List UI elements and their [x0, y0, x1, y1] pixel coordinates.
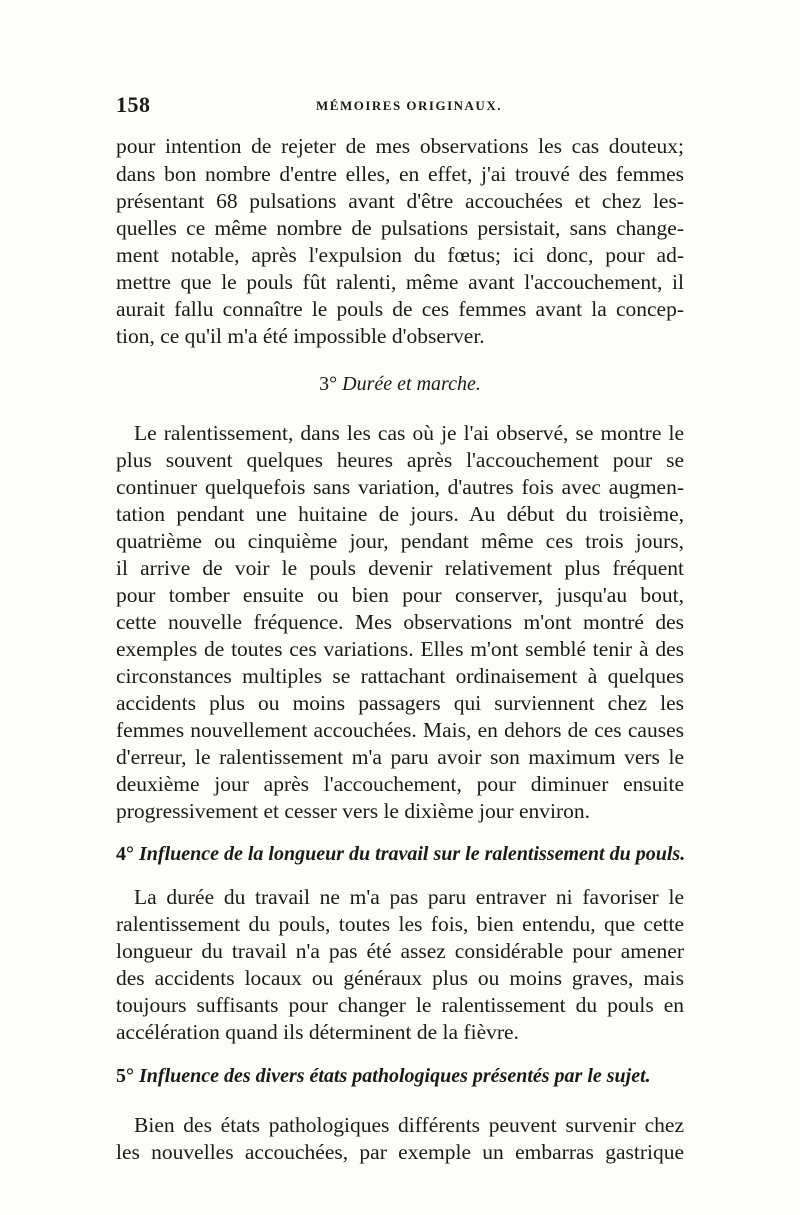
- section-number: 4°: [116, 843, 134, 865]
- page-number: 158: [116, 92, 151, 117]
- text-line: accélération quand ils déterminent de la fièvre.: [116, 1020, 519, 1044]
- text-line: exemples de toutes ces variations. Elles m'ont semblé tenir à des: [116, 637, 684, 661]
- section-number: 5°: [116, 1065, 134, 1087]
- text-line: deuxième jour après l'accouchement, pour diminuer ensuite: [116, 772, 684, 796]
- text-line: progressivement et cesser vers le dixième jour environ.: [116, 799, 591, 823]
- text-line: pour tomber ensuite ou bien pour conserver, jusqu'au bout,: [116, 583, 684, 607]
- section-title: Influence de la longueur du travail sur le ralentissement du pouls.: [139, 843, 686, 865]
- text-line: femmes nouvellement accouchées. Mais, en dehors de ces causes: [116, 718, 684, 742]
- text-line: il arrive de voir le pouls devenir relativement plus fréquent: [116, 556, 684, 580]
- text-line: ment notable, après l'expulsion du fœtus; ici donc, pour ad-: [116, 243, 684, 267]
- text-line: quatrième ou cinquième jour, pendant même ces trois jours,: [116, 529, 684, 553]
- section-number: 3°: [319, 373, 338, 395]
- text-line: d'erreur, le ralentissement m'a paru avoir son maximum vers le: [116, 745, 684, 769]
- text-line: les nouvelles accouchées, par exemple un embarras gastrique: [116, 1140, 684, 1164]
- text-line: Le ralentissement, dans les cas où je l'ai observé, se montre le: [134, 421, 684, 445]
- text-line: présentant 68 pulsations avant d'être accouchées et chez les-: [116, 189, 684, 213]
- text-line: tation pendant une huitaine de jours. Au début du troisième,: [116, 502, 684, 526]
- page-header: [116, 92, 684, 122]
- text-line: continuer quelquefois sans variation, d'autres fois avec augmen-: [116, 475, 684, 499]
- text-line: quelles ce même nombre de pulsations persistait, sans change-: [116, 216, 684, 240]
- text-line: toujours suffisants pour changer le ralentissement du pouls en: [116, 993, 684, 1017]
- running-title: MÉMOIRES ORIGINAUX.: [316, 98, 502, 113]
- text-line: des accidents locaux ou généraux plus ou moins graves, mais: [116, 966, 684, 990]
- text-line: mettre que le pouls fût ralenti, même avant l'accouchement, il: [116, 270, 684, 294]
- section-4-heading: [116, 842, 684, 866]
- text-line: cette nouvelle fréquence. Mes observations m'ont montré des: [116, 610, 684, 634]
- section-title: Influence des divers états pathologiques présentés par le sujet.: [139, 1065, 651, 1087]
- text-line: pour intention de rejeter de mes observations les cas douteux;: [116, 134, 684, 158]
- text-line: dans bon nombre d'entre elles, en effet, j'ai trouvé des femmes: [116, 162, 684, 186]
- text-line: plus souvent quelques heures après l'accouchement pour se: [116, 448, 684, 472]
- text-line: ralentissement du pouls, toutes les fois, bien entendu, que cette: [116, 912, 684, 936]
- section-5-heading: [116, 1064, 684, 1088]
- text-line: Bien des états pathologiques différents peuvent survenir chez: [134, 1113, 684, 1137]
- section-title: Durée et marche.: [342, 373, 481, 395]
- text-line: La durée du travail ne m'a pas paru entraver ni favoriser le: [134, 885, 684, 909]
- text-line: tion, ce qu'il m'a été impossible d'observer.: [116, 324, 485, 348]
- text-line: longueur du travail n'a pas été assez considérable pour amener: [116, 939, 684, 963]
- text-line: accidents plus ou moins passagers qui surviennent chez les: [116, 691, 684, 715]
- text-line: aurait fallu connaître le pouls de ces femmes avant la concep-: [116, 297, 684, 321]
- section-3-heading: [116, 372, 684, 396]
- text-line: circonstances multiples se rattachant ordinaisement à quelques: [116, 664, 684, 688]
